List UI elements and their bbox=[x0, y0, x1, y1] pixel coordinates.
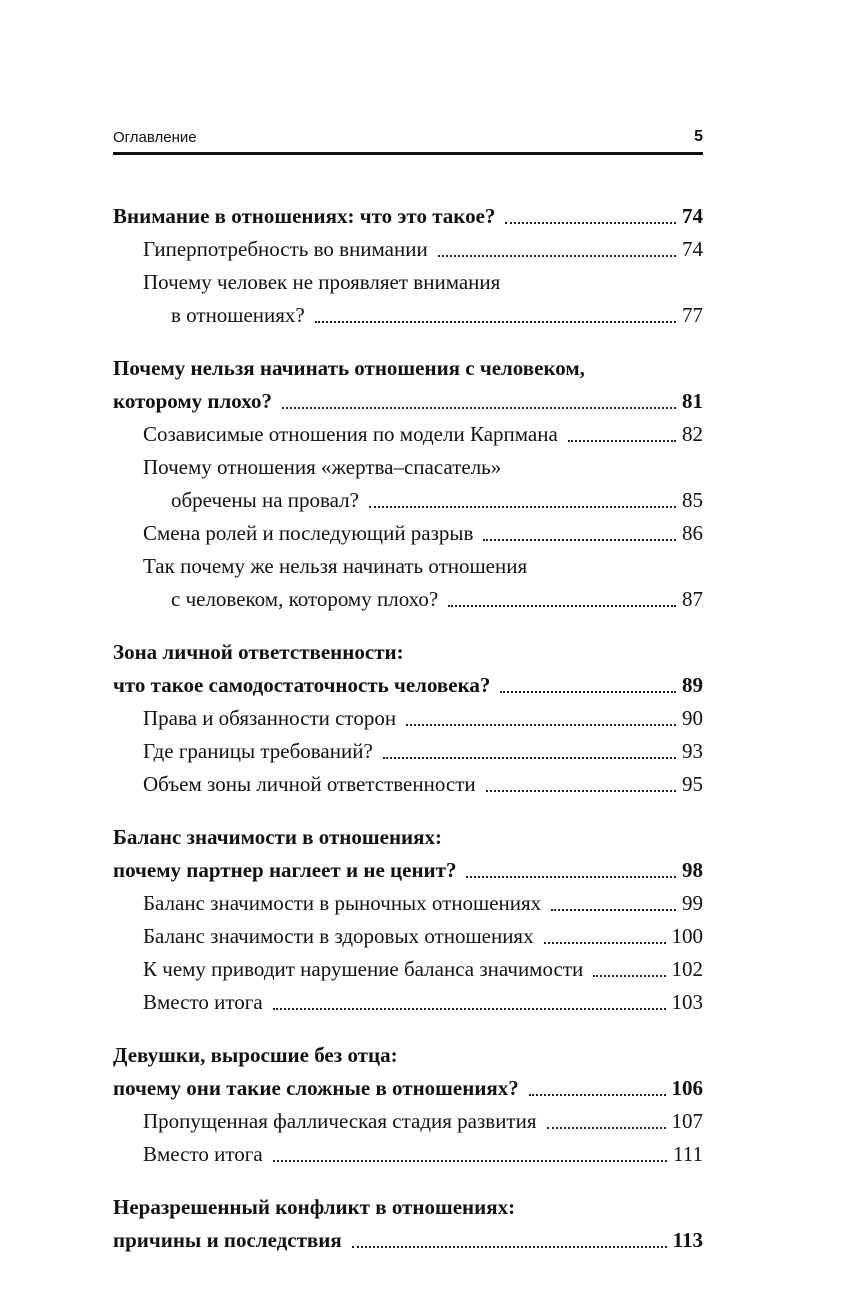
toc-section-title: почему партнер наглеет и не ценит? bbox=[113, 858, 457, 882]
toc-subsection bbox=[113, 887, 703, 920]
toc-subsection bbox=[113, 768, 703, 801]
toc-subsection-title: обречены на провал? bbox=[171, 488, 359, 512]
dot-leader bbox=[383, 757, 676, 759]
toc-page-number: 89 bbox=[682, 673, 703, 697]
running-header-page-number: 5 bbox=[694, 128, 703, 145]
toc-subsection bbox=[113, 517, 703, 550]
toc-subsection-title: Объем зоны личной ответственности bbox=[143, 772, 476, 796]
toc-page-number: 74 bbox=[682, 204, 703, 228]
dot-leader bbox=[406, 724, 676, 726]
toc-section-title-line[interactable]: Почему нельзя начинать отношения с человеком, bbox=[113, 356, 585, 380]
toc-entry[interactable] bbox=[143, 953, 703, 986]
toc-page-number: 90 bbox=[682, 706, 703, 730]
dot-leader bbox=[544, 942, 666, 944]
toc-entry[interactable] bbox=[143, 517, 703, 550]
toc-page-number: 85 bbox=[682, 488, 703, 512]
toc-page-number: 113 bbox=[672, 1228, 703, 1252]
toc-page-number: 87 bbox=[682, 587, 703, 611]
toc-subsection-title: Созависимые отношения по модели Карпмана bbox=[143, 422, 558, 446]
toc-subsection bbox=[113, 1138, 703, 1171]
dot-leader bbox=[593, 975, 665, 977]
toc-subsection-title: Гиперпотребность во внимании bbox=[143, 237, 428, 261]
toc-subsection bbox=[113, 418, 703, 451]
toc-subsection-title: Вместо итога bbox=[143, 990, 263, 1014]
toc-section bbox=[113, 821, 703, 887]
toc-entry[interactable] bbox=[143, 418, 703, 451]
running-header bbox=[113, 128, 703, 155]
toc-subsection-title-line[interactable]: Почему человек не проявляет внимания bbox=[143, 270, 501, 294]
toc-page-number: 107 bbox=[671, 1109, 703, 1133]
toc-page-number: 98 bbox=[682, 858, 703, 882]
toc-entry[interactable] bbox=[113, 854, 703, 887]
toc-entry[interactable] bbox=[143, 768, 703, 801]
toc-page-number: 93 bbox=[682, 739, 703, 763]
toc-subsection bbox=[113, 266, 703, 332]
toc-subsection-title: Вместо итога bbox=[143, 1142, 263, 1166]
toc-section-title: почему они такие сложные в отношениях? bbox=[113, 1076, 519, 1100]
toc-subsection-title: Пропущенная фаллическая стадия развития bbox=[143, 1109, 537, 1133]
toc-section bbox=[113, 200, 703, 233]
toc-section bbox=[113, 1039, 703, 1105]
table-of-contents bbox=[113, 200, 703, 1257]
toc-entry[interactable] bbox=[143, 920, 703, 953]
toc-page-number: 103 bbox=[671, 990, 703, 1014]
toc-section-title-line[interactable]: Девушки, выросшие без отца: bbox=[113, 1043, 398, 1067]
running-header-title: Оглавление bbox=[113, 129, 197, 146]
toc-page-number: 81 bbox=[682, 389, 703, 413]
toc-entry[interactable] bbox=[143, 735, 703, 768]
dot-leader bbox=[551, 909, 676, 911]
dot-leader bbox=[547, 1127, 666, 1129]
toc-section-title: что такое самодостаточность человека? bbox=[113, 673, 491, 697]
dot-leader bbox=[505, 222, 676, 224]
toc-page-number: 74 bbox=[682, 237, 703, 261]
toc-subsection-title: Баланс значимости в рыночных отношениях bbox=[143, 891, 542, 915]
toc-entry[interactable] bbox=[113, 385, 703, 418]
toc-entry[interactable] bbox=[113, 1224, 703, 1257]
toc-entry[interactable] bbox=[143, 484, 703, 517]
toc-section-title: которому плохо? bbox=[113, 389, 272, 413]
toc-section-title: причины и последствия bbox=[113, 1228, 342, 1252]
toc-entry[interactable] bbox=[143, 299, 703, 332]
toc-page-number: 111 bbox=[673, 1142, 703, 1166]
toc-subsection bbox=[113, 920, 703, 953]
toc-page-number: 100 bbox=[671, 924, 703, 948]
toc-section-title-line[interactable]: Неразрешенный конфликт в отношениях: bbox=[113, 1195, 516, 1219]
toc-subsection bbox=[113, 451, 703, 517]
dot-leader bbox=[486, 790, 676, 792]
dot-leader bbox=[483, 539, 676, 541]
toc-section bbox=[113, 1191, 703, 1257]
toc-section bbox=[113, 352, 703, 418]
toc-page-number: 99 bbox=[682, 891, 703, 915]
toc-subsection bbox=[113, 735, 703, 768]
toc-subsection bbox=[113, 953, 703, 986]
toc-subsection bbox=[113, 1105, 703, 1138]
toc-subsection-title: Права и обязанности сторон bbox=[143, 706, 397, 730]
dot-leader bbox=[529, 1094, 666, 1096]
dot-leader bbox=[352, 1246, 667, 1248]
toc-entry[interactable] bbox=[143, 702, 703, 735]
dot-leader bbox=[369, 506, 676, 508]
toc-page-number: 106 bbox=[671, 1076, 703, 1100]
toc-page-number: 102 bbox=[671, 957, 703, 981]
toc-entry[interactable] bbox=[143, 1105, 703, 1138]
toc-entry[interactable] bbox=[143, 583, 703, 616]
toc-subsection-title-line[interactable]: Так почему же нельзя начинать отношения bbox=[143, 554, 528, 578]
toc-entry[interactable] bbox=[143, 887, 703, 920]
toc-section-title-line[interactable]: Баланс значимости в отношениях: bbox=[113, 825, 443, 849]
toc-entry[interactable] bbox=[113, 1072, 703, 1105]
toc-subsection-title: К чему приводит нарушение баланса значимости bbox=[143, 957, 584, 981]
toc-subsection bbox=[113, 702, 703, 735]
toc-subsection bbox=[113, 986, 703, 1019]
toc-page-number: 86 bbox=[682, 521, 703, 545]
toc-subsection-title: Баланс значимости в здоровых отношениях bbox=[143, 924, 534, 948]
toc-page-number: 77 bbox=[682, 303, 703, 327]
toc-entry[interactable] bbox=[143, 986, 703, 1019]
toc-subsection-title: Смена ролей и последующий разрыв bbox=[143, 521, 474, 545]
toc-subsection bbox=[113, 550, 703, 616]
toc-page-number: 95 bbox=[682, 772, 703, 796]
toc-section-title: Внимание в отношениях: что это такое? bbox=[113, 204, 496, 228]
dot-leader bbox=[315, 321, 676, 323]
toc-section-title-line[interactable]: Зона личной ответственности: bbox=[113, 640, 404, 664]
toc-subsection-title: в отношениях? bbox=[171, 303, 305, 327]
dot-leader bbox=[273, 1160, 667, 1162]
dot-leader bbox=[500, 691, 676, 693]
toc-entry[interactable] bbox=[143, 233, 703, 266]
toc-entry[interactable] bbox=[113, 200, 703, 233]
dot-leader bbox=[282, 407, 676, 409]
toc-subsection-title: Где границы требований? bbox=[143, 739, 373, 763]
dot-leader bbox=[448, 605, 676, 607]
toc-page-number: 82 bbox=[682, 422, 703, 446]
dot-leader bbox=[568, 440, 676, 442]
toc-section bbox=[113, 636, 703, 702]
dot-leader bbox=[438, 255, 676, 257]
toc-entry[interactable] bbox=[113, 669, 703, 702]
dot-leader bbox=[466, 876, 676, 878]
toc-entry[interactable] bbox=[143, 1138, 703, 1171]
toc-subsection bbox=[113, 233, 703, 266]
toc-subsection-title: с человеком, которому плохо? bbox=[171, 587, 439, 611]
toc-subsection-title-line[interactable]: Почему отношения «жертва–спасатель» bbox=[143, 455, 502, 479]
dot-leader bbox=[273, 1008, 666, 1010]
